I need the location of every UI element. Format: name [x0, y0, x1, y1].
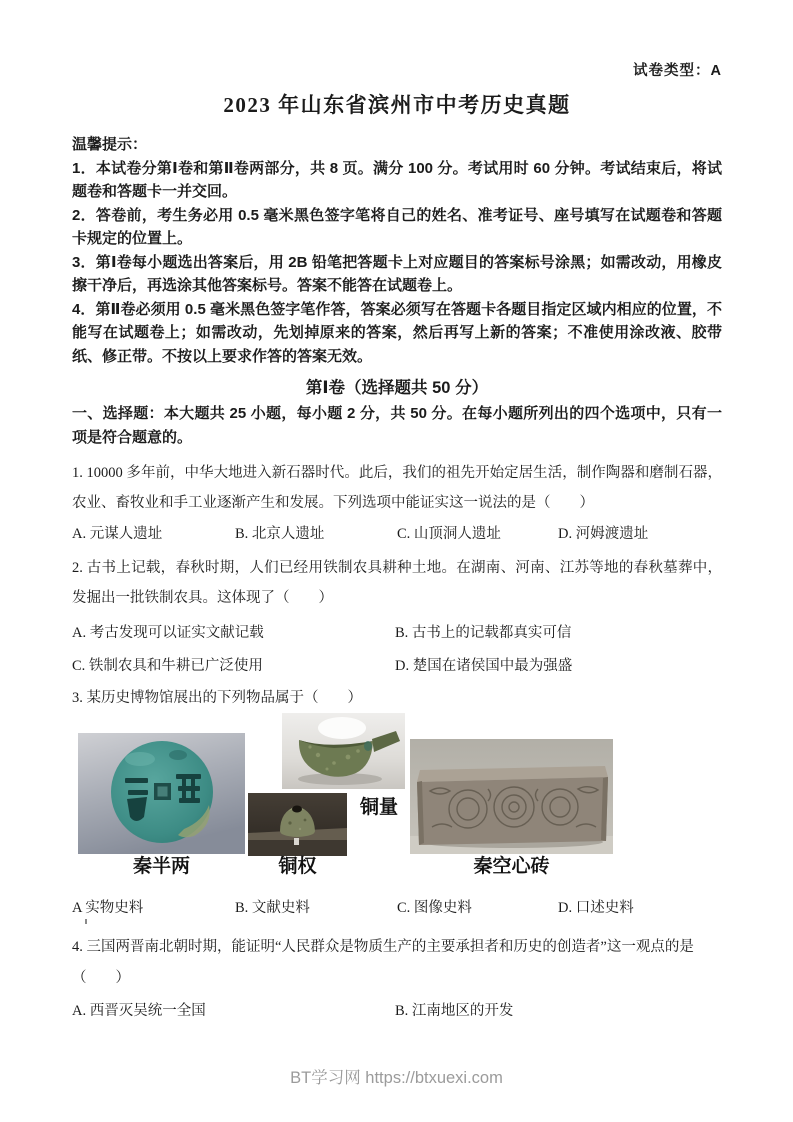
notice-block	[72, 133, 722, 368]
notice-item-2: 2．答卷前，考生务必用 0.5 毫米黑色签字笔将自己的姓名、准考证号、座号填写在试题卷和答题卡规定的位置上。	[72, 206, 722, 247]
q4-text-main: 4. 三国两晋南北朝时期，能证明“人民群众是物质生产的主要承担者和历史的创造者”这一观点的是	[72, 939, 694, 955]
q2-option-a: A. 考古发现可以证实文献记载	[72, 625, 264, 641]
question-3-options	[72, 895, 722, 921]
question-1-options	[72, 521, 722, 547]
question-4-text	[72, 932, 722, 994]
measure-photo-graphic	[282, 713, 405, 789]
page-title: 2023 年山东省滨州市中考历史真题	[223, 93, 571, 117]
question-2-options-row2	[72, 650, 722, 683]
q2-option-b: B. 古书上的记载都真实可信	[395, 625, 572, 641]
q1-option-b: B. 北京人遗址	[235, 526, 325, 542]
q1-option-a: A. 元谋人遗址	[72, 526, 163, 542]
coin-photo-graphic	[78, 733, 245, 854]
brick-photo-graphic	[410, 739, 613, 854]
scan-artifact-mark	[85, 919, 87, 924]
q3-option-b: B. 文献史料	[235, 900, 310, 916]
section1-header: 第Ⅰ卷（选择题共 50 分）	[305, 379, 489, 397]
q2-option-d: D. 楚国在诸侯国中最为强盛	[395, 658, 573, 674]
paper-type-label: 试卷类型：A	[633, 63, 722, 79]
question-3-figures	[72, 713, 722, 879]
q1-option-c: C. 山顶洞人遗址	[397, 526, 501, 542]
bronze-weight-image	[248, 793, 347, 856]
q2-option-c: C. 铁制农具和牛耕已广泛使用	[72, 658, 263, 674]
footer-site-link[interactable]: BT学习网 https://btxuexi.com	[290, 1069, 503, 1087]
notice-item-1: 1．本试卷分第Ⅰ卷和第Ⅱ卷两部分，共 8 页。满分 100 分。考试用时 60 分钟。考试结束后，将试题卷和答题卡一并交回。	[72, 159, 722, 200]
notice-heading: 温馨提示：	[72, 136, 148, 153]
footer-watermark	[0, 1066, 793, 1090]
figure-label-bronze-weight: 铜权	[278, 856, 317, 877]
notice-item-3: 3．第Ⅰ卷每小题选出答案后，用 2B 铅笔把答题卡上对应题目的答案标号涂黑；如需改动，用橡皮擦干净后，再选涂其他答案标号。答案不能答在试题卷上。	[72, 253, 722, 294]
notice-item-4: 4．第Ⅱ卷必须用 0.5 毫米黑色签字笔作答，答案必须写在答题卡各题目指定区域内相应的位置，不能写在试题卷上；如需改动，先划掉原来的答案，然后再写上新的答案；不准使用涂改液、胶带纸、修正带。不按以上要求作答的答案无效。	[72, 300, 722, 365]
qin-banliang-coin-image	[78, 733, 245, 854]
figure-label-qin-banliang: 秦半两	[132, 856, 190, 877]
question-2-options-row1	[72, 617, 722, 650]
q4-option-a: A. 西晋灭吴统一全国	[72, 1003, 206, 1019]
q3-option-a: A 实物史料	[72, 900, 144, 916]
q1-option-d: D. 河姆渡遗址	[558, 526, 649, 542]
qin-hollow-brick-image	[410, 739, 613, 854]
question-2-text: 2. 古书上记载，春秋时期，人们已经用铁制农具耕种土地。在湖南、河南、江苏等地的春秋墓葬中，发掘出一批铁制农具。这体现了（ ）	[72, 560, 722, 606]
question-1-text: 1. 10000 多年前，中华大地进入新石器时代。此后，我们的祖先开始定居生活，制作陶器和磨制石器，农业、畜牧业和手工业逐渐产生和发展。下列选项中能证实这一说法的是（ ）	[72, 465, 722, 511]
figure-label-qin-hollow-brick: 秦空心砖	[473, 856, 550, 877]
q4-answer-bracket: （ ）	[72, 970, 130, 986]
q3-option-c: C. 图像史料	[397, 900, 472, 916]
question-3-text: 3. 某历史博物馆展出的下列物品属于（ ）	[72, 690, 362, 706]
weight-photo-graphic	[248, 793, 347, 856]
figure-label-bronze-measure: 铜量	[360, 797, 399, 818]
bronze-measure-image	[282, 713, 405, 789]
q4-option-b: B. 江南地区的开发	[395, 1003, 514, 1019]
question-4-options	[72, 998, 722, 1024]
q3-option-d: D. 口述史料	[558, 900, 634, 916]
section1-intro: 一、选择题：本大题共 25 小题，每小题 2 分，共 50 分。在每小题所列出的四个选项中，只有一项是符合题意的。	[72, 405, 722, 446]
